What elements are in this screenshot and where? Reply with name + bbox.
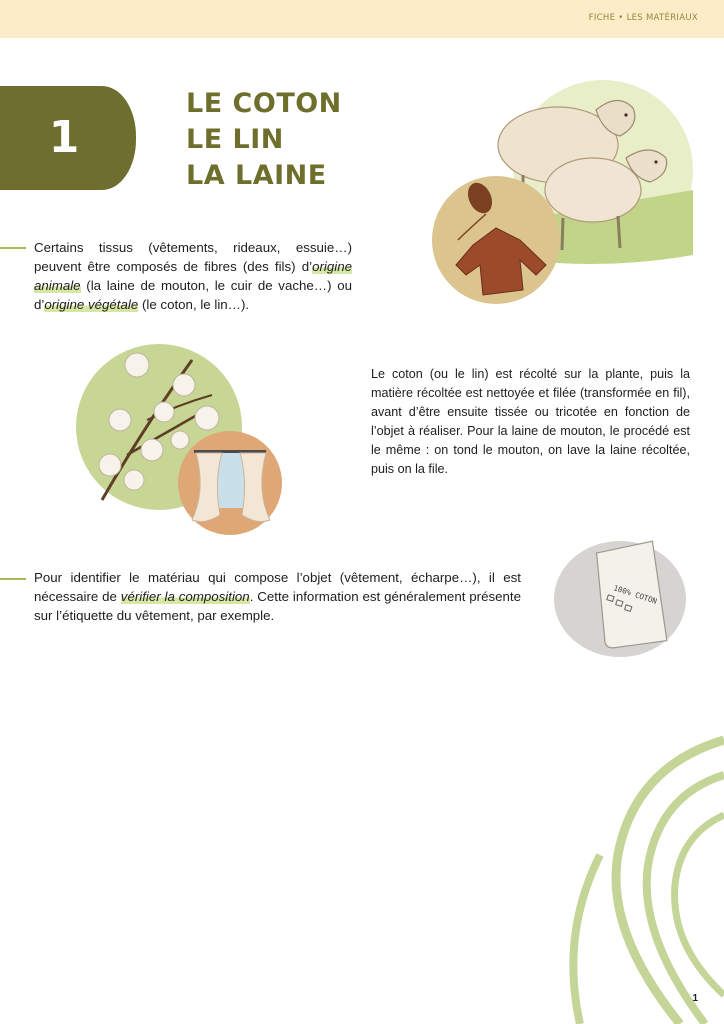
title-line-1: LE COTON bbox=[186, 88, 342, 119]
highlight-origine-vegetale: origine végétale bbox=[44, 297, 139, 312]
paragraph-composition-text-1: Pour identifier le matériau qui compose l’objet (vêtement, écharpe…), il est nécessaire de bbox=[34, 570, 521, 604]
paragraph-fibres-text-2: (la laine de mouton, le cuir de vache…) ou d’ bbox=[34, 278, 352, 312]
paragraph-process: Le coton (ou le lin) est récolté sur la plante, puis la matière récoltée est nettoyée et filée (transformée en fil), avant d’être ensuite tissée ou tricotée en fonction de l’objet à réaliser. Pour la laine de mouton, le procédé est le même : on tond le mouton, on lave la laine récoltée, puis on la file. bbox=[371, 367, 690, 476]
header-band bbox=[0, 0, 724, 38]
paragraph-composition bbox=[34, 568, 521, 625]
highlight-origine-animale: origine animale bbox=[34, 259, 352, 293]
chapter-number: 1 bbox=[48, 112, 80, 163]
chapter-badge bbox=[0, 86, 136, 190]
highlight-verifier-composition: vérifier la composition bbox=[120, 589, 250, 604]
paragraph-fibres-text-1: Certains tissus (vêtements, rideaux, essuie…) peuvent être composés de fibres (des fils) d’ bbox=[34, 240, 352, 274]
sheep-wool-illustration bbox=[428, 70, 698, 320]
decorative-swirl bbox=[560, 735, 724, 1024]
paragraph-fibres-text-3: (le coton, le lin…). bbox=[138, 297, 250, 312]
title-line-3: LA LAINE bbox=[186, 160, 327, 191]
section-rule-2 bbox=[0, 578, 26, 580]
section-rule-1 bbox=[0, 247, 26, 249]
cotton-curtain-illustration bbox=[72, 340, 297, 540]
title-line-2: LE LIN bbox=[186, 124, 284, 155]
label-text: 100% COTON bbox=[612, 583, 659, 606]
paragraph-composition-text-2: . Cette information est généralement présente sur l’étiquette du vêtement, par exemple. bbox=[34, 589, 521, 623]
header-label: FICHE • LES MATÉRIAUX bbox=[588, 13, 698, 23]
paragraph-fibres bbox=[34, 238, 352, 314]
clothing-label-illustration bbox=[553, 538, 688, 660]
page-number: 1 bbox=[692, 993, 698, 1004]
